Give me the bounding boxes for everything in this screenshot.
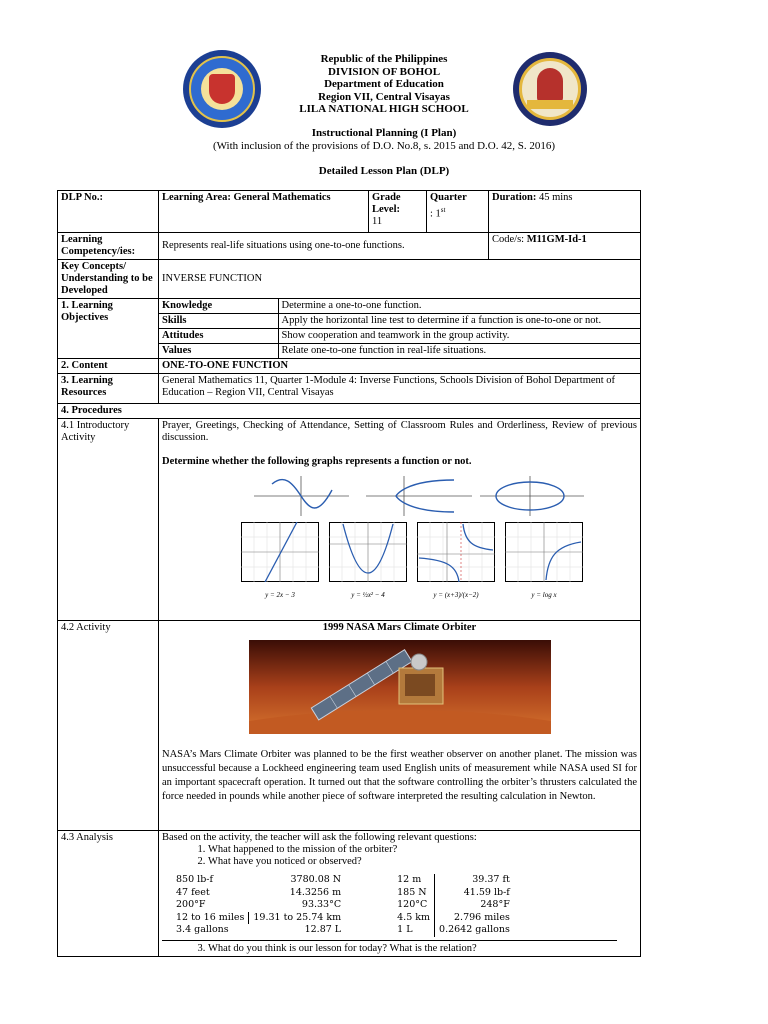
conversion-from: 185 N: [397, 886, 427, 898]
intro-activity-instruction: Determine whether the following graphs represents a function or not.: [162, 456, 472, 467]
quarter-cell: [427, 191, 489, 233]
procedures-label: 4. Procedures: [58, 404, 641, 419]
graph-parabola: [329, 522, 407, 601]
quarter-value: : 1: [430, 208, 441, 220]
objectives-table: [159, 299, 640, 358]
sine-like-curve: [272, 480, 332, 508]
conversion-to: 39.37 ft: [435, 874, 514, 887]
orbiter-photo: [249, 640, 551, 734]
conversion-to: 19.31 to 25.74 km: [253, 911, 342, 923]
content-label: 2. Content: [58, 359, 159, 374]
lesson-plan-table: [57, 190, 641, 957]
objective-key: Values: [159, 344, 278, 359]
code-cell: [489, 233, 641, 260]
objective-value: Apply the horizontal line test to determine if a function is one-to-one or not.: [278, 314, 640, 329]
resources-value: General Mathematics 11, Quarter 1-Module 4: Inverse Functions, Schools Division of Bohol Department of Education – Region VII, Central Visayas: [159, 374, 641, 404]
graph-caption: y = ½x² − 4: [351, 591, 385, 599]
objective-key: Attitudes: [159, 329, 278, 344]
competency-label: Learning Competency/ies:: [58, 233, 159, 260]
letterhead-line: LILA NATIONAL HIGH SCHOOL: [299, 103, 469, 115]
dlp-title: Detailed Lesson Plan (DLP): [318, 165, 450, 177]
graph-log: [505, 522, 583, 601]
letterhead-line: Region VII, Central Visayas: [318, 90, 450, 103]
procedures-row: [58, 404, 641, 419]
conversion-to: 248°F: [435, 899, 514, 912]
quarter-sup: st: [440, 206, 446, 214]
plan-heading: [0, 127, 768, 153]
conversion-to: 93.33°C: [301, 899, 342, 910]
resources-row: [58, 374, 641, 404]
key-concepts-label: Key Concepts/ Understanding to be Developed: [58, 260, 159, 299]
objective-key: Knowledge: [159, 299, 278, 314]
header-row: [58, 191, 641, 233]
intro-activity-row: [58, 419, 641, 621]
quarter-label: Quarter: [430, 192, 467, 203]
key-concepts-value: INVERSE FUNCTION: [159, 260, 641, 299]
conversion-to: 41.59 lb-f: [435, 887, 514, 900]
unit-conversion-table: [172, 874, 514, 937]
content-row: [58, 359, 641, 374]
activity-cell: [159, 621, 641, 831]
conversion-from: 4.5 km: [397, 911, 431, 923]
conversion-from: 47 feet: [176, 886, 210, 898]
activity-text: NASA’s Mars Climate Orbiter was planned to be the first weather observer on another planet. The mission was unsuccessful because a Lockheed engineering team used English units of measurement while NASA used SI for an important spacecraft operation. It turned out that the software controlling the orbiter’s thrusters calculated the force needed in pounds while another piece of software interpreted the resulting calculation in Newton.: [162, 749, 637, 802]
competency-row: [58, 233, 641, 260]
activity-title: 1999 NASA Mars Climate Orbiter: [322, 622, 477, 633]
graph-rational: [417, 522, 495, 601]
objective-row: [159, 314, 640, 329]
letterhead: [0, 53, 768, 116]
plan-title: Instructional Planning (I Plan): [311, 127, 457, 139]
competency-value: Represents real-life situations using one-to-one functions.: [159, 233, 489, 260]
resources-label: 3. Learning Resources: [58, 374, 159, 404]
analysis-question: 2. What have you noticed or observed?: [208, 856, 637, 868]
conversion-from: 850 lb-f: [176, 874, 213, 885]
intro-activity-label: 4.1 Introductory Activity: [58, 419, 159, 621]
code-value: M11GM-Id-1: [524, 234, 587, 245]
grade-level-value: 11: [372, 216, 383, 227]
conversion-row: [172, 912, 514, 925]
objective-row: [159, 329, 640, 344]
objective-row: [159, 344, 640, 359]
objective-value: Relate one-to-one function in real-life situations.: [278, 344, 640, 359]
duration-cell: [489, 191, 641, 233]
analysis-intro: Based on the activity, the teacher will ask the following relevant questions:: [162, 832, 477, 843]
letterhead-line: DIVISION OF BOHOL: [327, 65, 441, 78]
objective-row: [159, 299, 640, 314]
objectives-cell: [159, 299, 641, 359]
intro-activity-cell: [159, 419, 641, 621]
duration-value: 45 mins: [536, 192, 573, 203]
content-value: ONE-TO-ONE FUNCTION: [159, 359, 641, 374]
conversion-to: 0.2642 gallons: [435, 924, 514, 937]
conversion-from: 200°F: [176, 899, 206, 910]
conversion-row: [172, 874, 514, 887]
graph-caption: y = log x: [531, 591, 557, 599]
key-concepts-row: [58, 260, 641, 299]
graph-caption: y = 2x − 3: [265, 591, 295, 599]
graph-caption: y = (x+3)/(x−2): [433, 591, 479, 599]
graph-linear: [241, 522, 319, 601]
objectives-row: [58, 299, 641, 359]
analysis-cell: [159, 831, 641, 957]
conversion-from: 12 to 16 miles: [172, 912, 249, 925]
relation-graphs: [254, 476, 584, 516]
conversion-to: 14.3256 m: [289, 886, 342, 898]
objectives-label: 1. Learning Objectives: [58, 299, 159, 359]
intro-activity-text: Prayer, Greetings, Checking of Attendance, Setting of Classroom Rules and Orderliness, Review of previous discussion.: [162, 420, 637, 443]
function-graph-row: [241, 522, 637, 601]
dlp-no-label: DLP No.:: [58, 191, 159, 233]
analysis-questions: [162, 844, 637, 868]
analysis-row: [58, 831, 641, 957]
letterhead-line: Republic of the Philippines: [320, 53, 448, 65]
activity-row: [58, 621, 641, 831]
conversion-to: 2.796 miles: [435, 912, 514, 925]
analysis-questions-cont: [162, 943, 637, 955]
conversion-to: 3780.08 N: [290, 874, 342, 885]
conversion-from: 120°C: [397, 899, 428, 910]
conversion-from: 3.4 gallons: [176, 924, 229, 935]
analysis-question: 1. What happened to the mission of the orbiter?: [208, 844, 637, 856]
conversion-to: 12.87 L: [304, 924, 342, 935]
conversion-row: [172, 924, 514, 937]
conversion-from: 1 L: [397, 924, 413, 935]
analysis-label: 4.3 Analysis: [58, 831, 159, 957]
grade-level-cell: [369, 191, 427, 233]
grade-level-label: Grade Level:: [372, 192, 401, 215]
objective-value: Show cooperation and teamwork in the group activity.: [278, 329, 640, 344]
conversion-from: 12 m: [397, 874, 422, 885]
objective-key: Skills: [159, 314, 278, 329]
code-label: Code/s:: [492, 234, 525, 245]
conversion-row: [172, 899, 514, 912]
plan-note: (With inclusion of the provisions of D.O. No.8, s. 2015 and D.O. 42, S. 2016): [212, 140, 556, 152]
analysis-question: 3. What do you think is our lesson for today? What is the relation?: [208, 943, 637, 955]
duration-label: Duration:: [492, 192, 537, 203]
objective-value: Determine a one-to-one function.: [278, 299, 640, 314]
letterhead-line: Department of Education: [324, 78, 444, 90]
activity-label: 4.2 Activity: [58, 621, 159, 831]
learning-area: Learning Area: General Mathematics: [159, 191, 369, 233]
conversion-row: [172, 887, 514, 900]
